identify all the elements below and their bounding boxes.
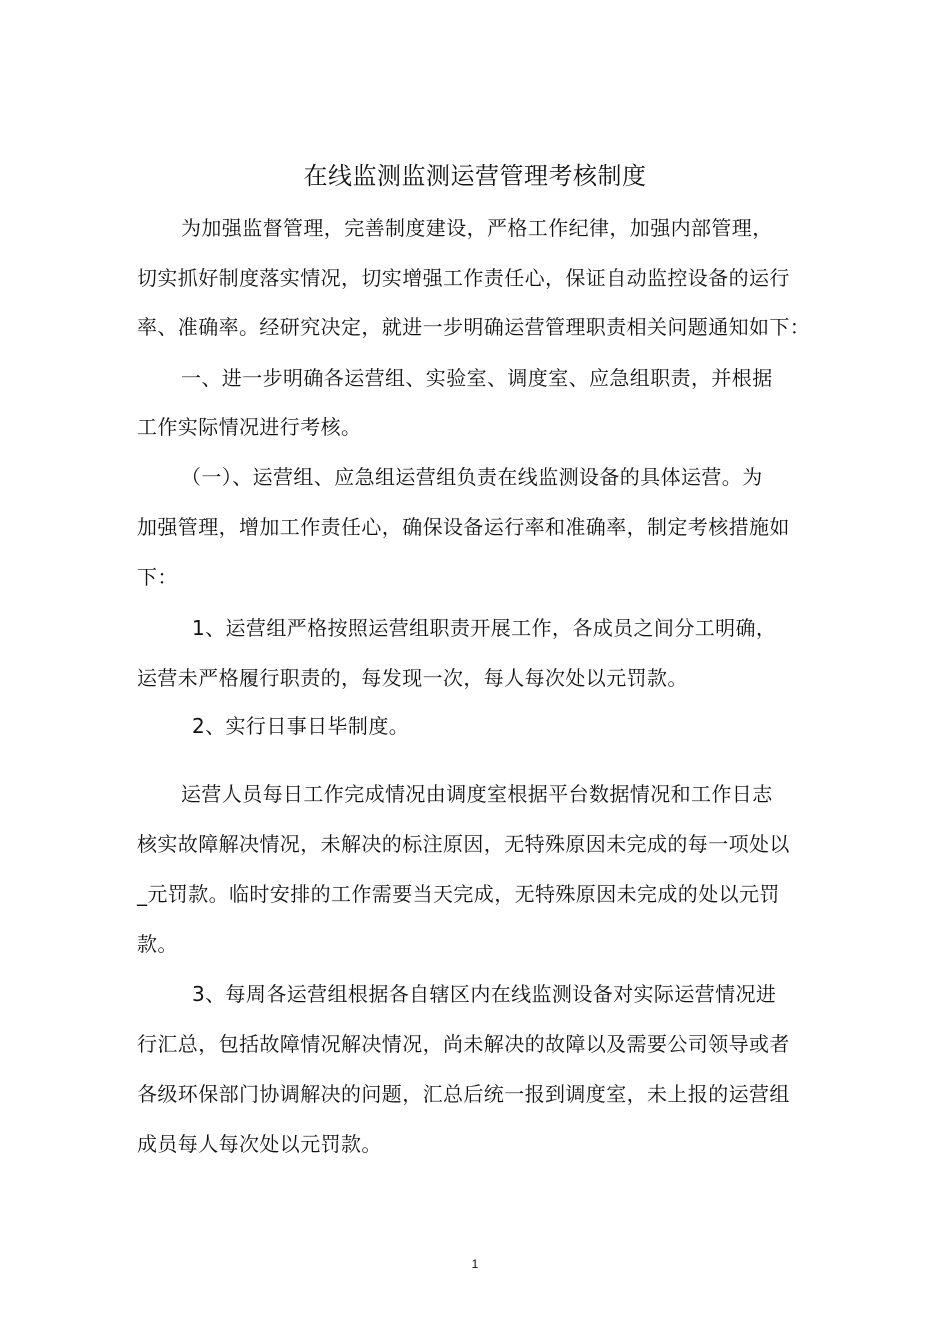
paragraph-line: 工作实际情况进行考核。 bbox=[137, 415, 362, 439]
paragraph-line: 3、每周各运营组根据各自辖区内在线监测设备对实际运营情况进 bbox=[192, 982, 777, 1006]
paragraph-line: _元罚款。临时安排的工作需要当天完成，无特殊原因未完成的处以元罚 bbox=[137, 882, 780, 906]
paragraph-line: 各级环保部门协调解决的问题，汇总后统一报到调度室，未上报的运营组 bbox=[137, 1082, 790, 1106]
paragraph-line: 运营人员每日工作完成情况由调度室根据平台数据情况和工作日志 bbox=[181, 782, 773, 806]
paragraph-line: 行汇总，包括故障情况解决情况，尚未解决的故障以及需要公司领导或者 bbox=[137, 1032, 790, 1056]
paragraph-line: 款。 bbox=[137, 932, 178, 956]
paragraph-line: （一）、运营组、应急组运营组负责在线监测设备的具体运营。为 bbox=[181, 465, 763, 489]
document-title: 在线监测监测运营管理考核制度 bbox=[303, 162, 647, 190]
paragraph-line: 加强管理，增加工作责任心，确保设备运行率和准确率，制定考核措施如 bbox=[137, 515, 790, 539]
paragraph-line: 2、实行日事日毕制度。 bbox=[192, 714, 410, 738]
paragraph-line: 运营未严格履行职责的，每发现一次，每人每次处以元罚款。 bbox=[137, 666, 688, 690]
paragraph-line: 切实抓好制度落实情况，切实增强工作责任心，保证自动监控设备的运行 bbox=[137, 266, 790, 290]
paragraph-line: 为加强监督管理，完善制度建设，严格工作纪律，加强内部管理， bbox=[181, 216, 773, 240]
paragraph-line: 1、运营组严格按照运营组职责开展工作，各成员之间分工明确， bbox=[192, 616, 777, 640]
page-number: 1 bbox=[471, 1257, 479, 1271]
paragraph-line: 成员每人每次处以元罚款。 bbox=[137, 1132, 382, 1156]
paragraph-line: 一、进一步明确各运营组、实验室、调度室、应急组职责，并根据 bbox=[181, 366, 773, 390]
paragraph-line: 下： bbox=[137, 565, 178, 589]
paragraph-line: 率、准确率。经研究决定，就进一步明确运营管理职责相关问题通知如下： bbox=[137, 315, 811, 339]
paragraph-line: 核实故障解决情况，未解决的标注原因，无特殊原因未完成的每一项处以 bbox=[137, 832, 790, 856]
